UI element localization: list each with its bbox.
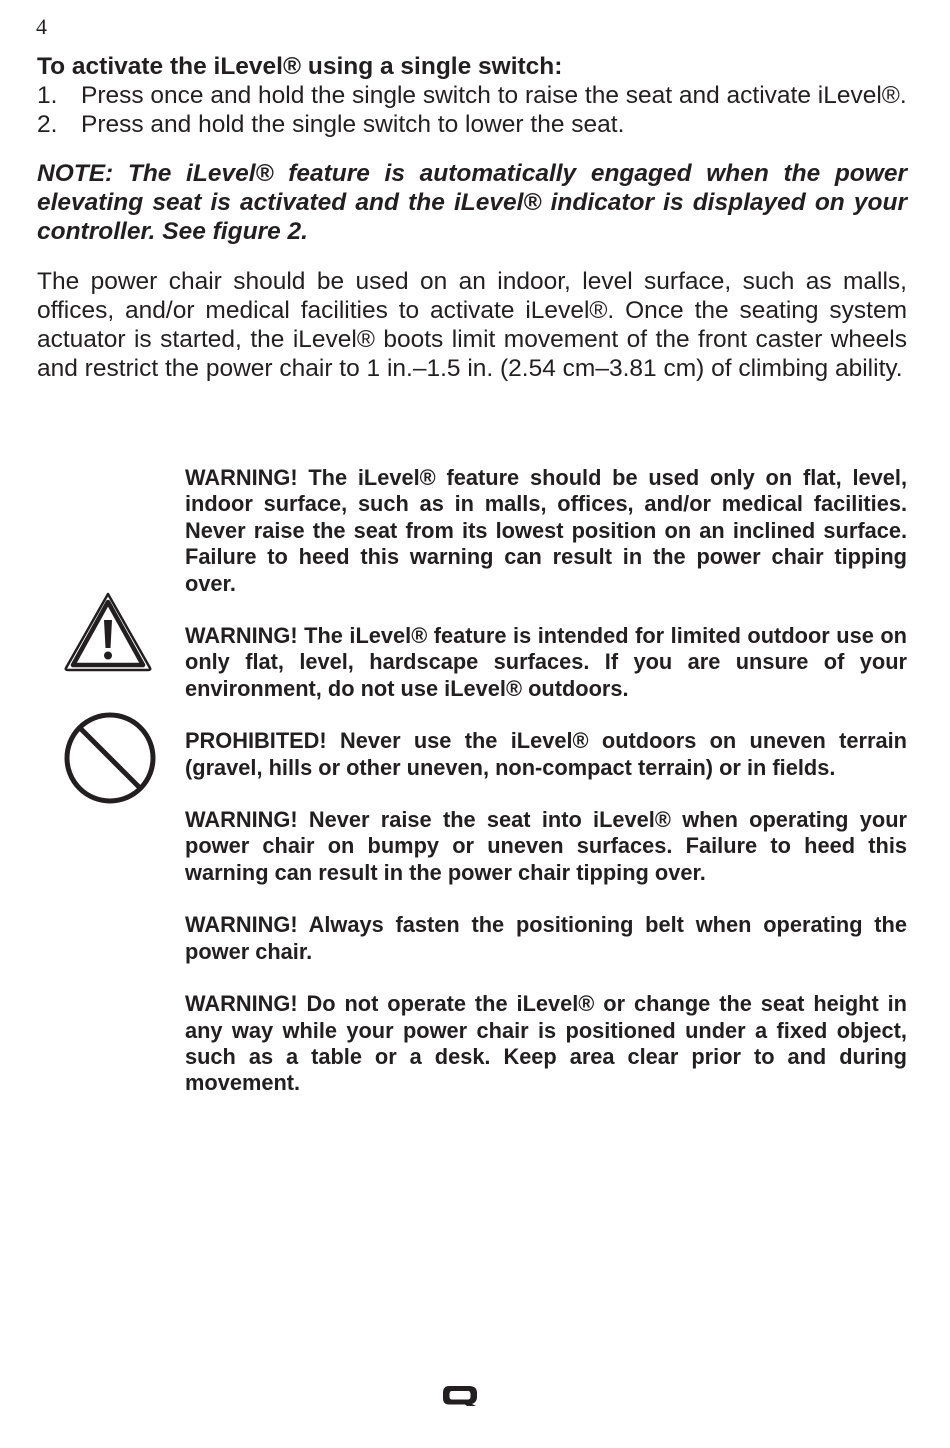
note-paragraph: NOTE: The iLevel® feature is automatically engaged when the power elevating seat is activated and the iLevel® indicator is displayed on your controller. See figure 2. xyxy=(37,160,907,245)
warnings-section xyxy=(185,465,907,1123)
prohibited-text: PROHIBITED! Never use the iLevel® outdoors on uneven terrain (gravel, hills or other uneven, non-compact terrain) or in fields. xyxy=(185,728,907,780)
main-content xyxy=(37,52,907,383)
warning-text: WARNING! The iLevel® feature should be used only on flat, level, indoor surface, such as in malls, offices, and/or medical facilities. Never raise the seat from its lowest position on an inclined surface. Failure to heed this warning can result in the power chair tipping over. xyxy=(185,465,907,596)
warning-text: WARNING! The iLevel® feature is intended for limited outdoor use on only flat, level, hardscape surfaces. If you are unsure of your environment, do not use iLevel® outdoors. xyxy=(185,623,907,701)
prohibited-icon xyxy=(63,711,157,805)
warning-text: WARNING! Always fasten the positioning belt when operating the power chair. xyxy=(185,912,907,964)
body-paragraph: The power chair should be used on an indoor, level surface, such as malls, offices, and/or medical facilities to activate iLevel®. Once the seating system actuator is started, the iLevel® boots limit movement of the front caster wheels and restrict the power chair to 1 in.–1.5 in. (2.54 cm–3.81 cm) of climbing ability. xyxy=(37,268,907,382)
warning-text: WARNING! Never raise the seat into iLevel® when operating your power chair on bumpy or uneven surfaces. Failure to heed this warning can result in the power chair tipping over. xyxy=(185,807,907,885)
list-item xyxy=(37,110,907,139)
page-number: 4 xyxy=(36,14,47,39)
step-text: Press once and hold the single switch to raise the seat and activate iLevel®. xyxy=(81,82,907,109)
warning-text: WARNING! Do not operate the iLevel® or change the seat height in any way while your power chair is positioned under a fixed object, such as a table or a desk. Keep area clear prior to and during movement. xyxy=(185,991,907,1096)
steps-list xyxy=(37,81,907,139)
step-text: Press and hold the single switch to lower the seat. xyxy=(81,111,625,138)
section-heading: To activate the iLevel® using a single switch: xyxy=(37,53,563,80)
step-number: 2. xyxy=(37,111,58,138)
brand-logo-icon xyxy=(441,1385,479,1407)
step-number: 1. xyxy=(37,82,58,109)
list-item xyxy=(37,81,907,110)
warning-triangle-icon xyxy=(64,592,152,672)
